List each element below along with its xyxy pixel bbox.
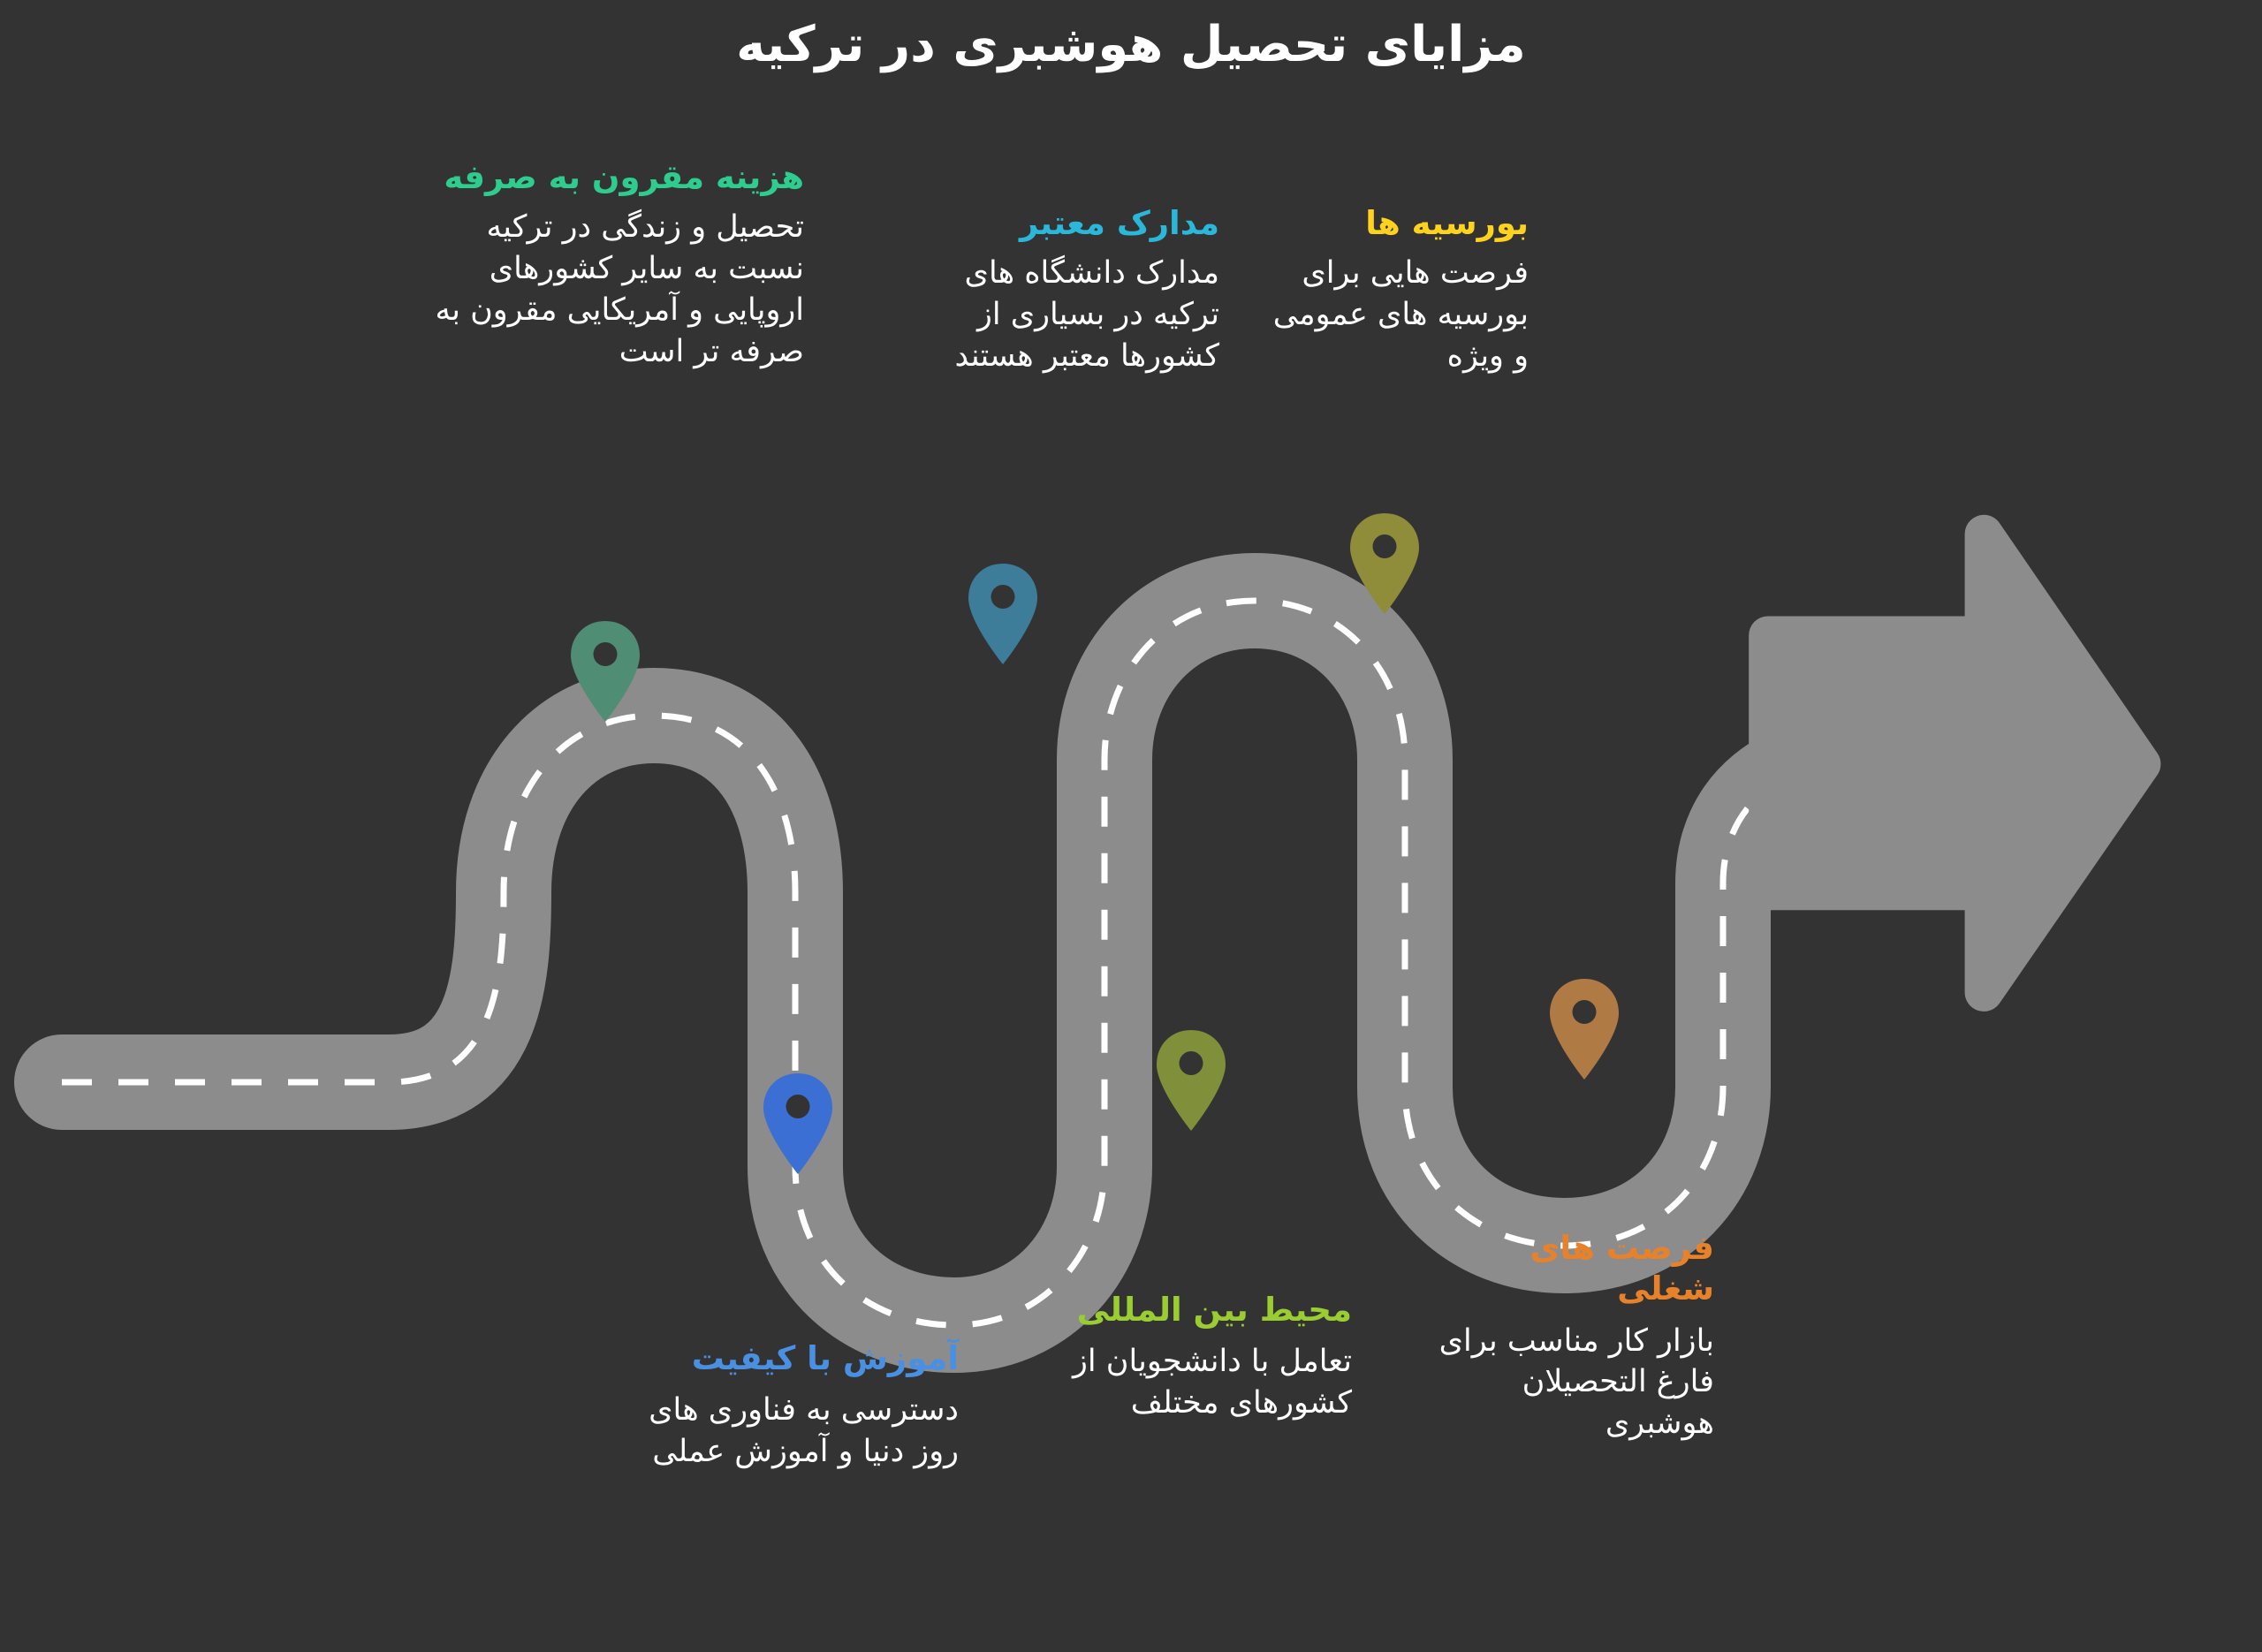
- map-pin-icon-cost: [566, 618, 645, 724]
- benefit-body-cost: تحصیل و زندگی در ترکیه نسبت به سایر کشورهای اروپایی و آمریکایی مقرون به صرفه تر است: [435, 209, 804, 369]
- page-title: مزایای تحصیل هوشبری در ترکیه: [736, 16, 1526, 73]
- benefit-heading-international: محیط بین المللی: [1076, 1291, 1352, 1329]
- benefit-block-quality: [632, 1338, 959, 1473]
- benefit-block-cost: [415, 157, 804, 373]
- map-pin-icon-degree: [963, 561, 1043, 667]
- benefit-heading-degree: مدارک معتبر: [1019, 204, 1219, 242]
- benefit-heading-career: فرصت های شغلی: [1530, 1229, 1714, 1308]
- benefit-block-career: [1423, 1228, 1714, 1444]
- benefit-heading-cost: هزینه مقرون به صرفه: [444, 158, 804, 196]
- map-pin-icon-scholarship: [1345, 511, 1424, 617]
- benefit-body-international: تعامل با دانشجویان از کشورهای مختلف: [1072, 1344, 1352, 1421]
- benefit-block-scholarship: [1255, 203, 1529, 377]
- benefit-body-career: بازار کار مناسب برای فارغ التحصیلان هوشبری: [1438, 1322, 1714, 1442]
- map-pin-icon-career: [1545, 976, 1624, 1082]
- benefit-heading-scholarship: بورسیه ها: [1365, 204, 1529, 242]
- benefit-block-international: [1016, 1290, 1352, 1424]
- benefit-body-scholarship: فرصت هایی برای بورسیه های عمومی و ویژه: [1272, 255, 1529, 375]
- benefit-block-degree: [919, 203, 1219, 377]
- benefit-body-degree: مدارک دانشگاه های ترکیه در بسیاری از کشورها معتبر هستند: [954, 255, 1219, 375]
- benefit-heading-quality: آموزش با کیفیت: [691, 1339, 959, 1377]
- map-pin-icon-quality: [758, 1071, 838, 1177]
- map-pin-icon-international: [1151, 1027, 1231, 1133]
- benefit-body-quality: دسترسی به فناوری های روز دنیا و آموزش عملی: [649, 1392, 959, 1470]
